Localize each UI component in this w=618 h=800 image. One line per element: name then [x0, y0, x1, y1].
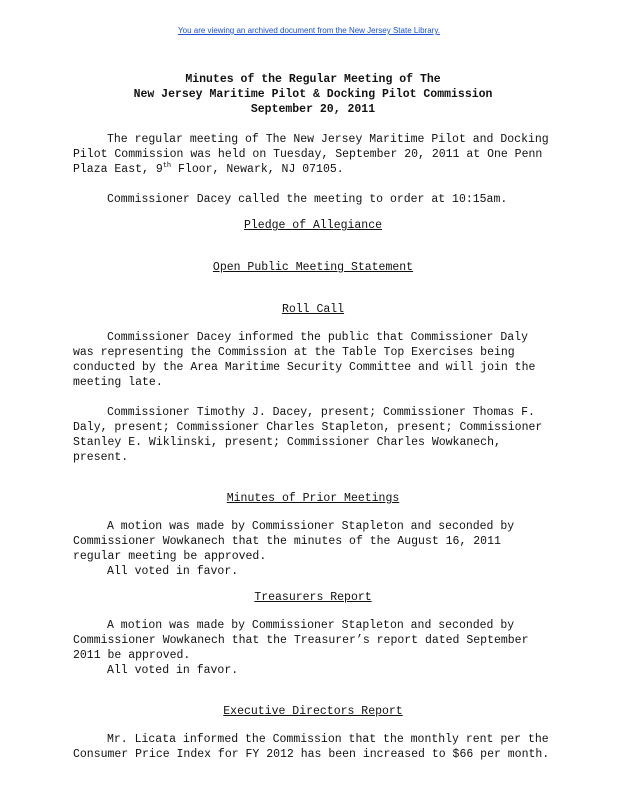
document-page — [73, 72, 556, 762]
roll-call-paragraph-2: Commissioner Timothy J. Dacey, present; Commissioner Thomas F. Daly, present; Commissioner Charles Stapleton, present; Commissioner Stanley E. Wiklinski, present; Commissioner Charles Wowkanech, present. — [73, 406, 550, 464]
minutes-heading-text: Minutes of Prior Meetings — [226, 492, 400, 505]
open-meeting-heading — [73, 260, 553, 275]
title-line-1: Minutes of the Regular Meeting of The — [185, 73, 441, 86]
document-title — [73, 72, 553, 117]
minutes-heading — [73, 491, 553, 506]
roll-call-heading — [73, 302, 553, 317]
pledge-heading-text: Pledge of Allegiance — [243, 219, 383, 232]
floor-superscript: th — [162, 162, 172, 171]
executive-heading — [73, 704, 553, 719]
roll-call-paragraph-1: Commissioner Dacey informed the public that Commissioner Daly was representing the Commission at the Table Top Exercises being conducted by the Area Maritime Security Committee and will join the meeting late. — [73, 331, 543, 389]
archive-banner-link[interactable]: You are viewing an archived document from the New Jersey State Library. — [178, 26, 440, 35]
open-meeting-heading-text: Open Public Meeting Statement — [212, 261, 414, 274]
intro-text-a: The regular meeting of The New Jersey Maritime Pilot and Docking Pilot Commission was held on Tuesday, September 20, 2011 at One Penn Plaza East, 9 — [73, 133, 556, 176]
executive-heading-text: Executive Directors Report — [223, 705, 403, 718]
pledge-heading — [73, 218, 553, 233]
intro-text-b: Floor, Newark, NJ 07105. — [171, 163, 344, 176]
roll-call-heading-text: Roll Call — [281, 303, 345, 316]
minutes-vote-line: All voted in favor. — [107, 565, 239, 578]
call-to-order-paragraph: Commissioner Dacey called the meeting to order at 10:15am. — [107, 193, 508, 206]
intro-paragraph — [73, 132, 556, 177]
treasurers-motion-paragraph: A motion was made by Commissioner Stapleton and seconded by Commissioner Wowkanech that the Treasurer’s report dated September 2011 be approved. — [73, 619, 536, 662]
executive-paragraph-1: Mr. Licata informed the Commission that the monthly rent per the Consumer Price Index for FY 2012 has been increased to $66 per month. — [73, 733, 556, 761]
title-line-3: September 20, 2011 — [250, 103, 376, 116]
treasurers-vote-line: All voted in favor. — [107, 664, 239, 677]
treasurers-heading-text: Treasurers Report — [254, 591, 372, 604]
treasurers-heading — [73, 590, 553, 605]
minutes-motion-paragraph: A motion was made by Commissioner Stapleton and seconded by Commissioner Wowkanech that the minutes of the August 16, 2011 regular meeting be approved. — [73, 520, 522, 563]
title-line-2: New Jersey Maritime Pilot & Docking Pilot Commission — [133, 88, 493, 101]
